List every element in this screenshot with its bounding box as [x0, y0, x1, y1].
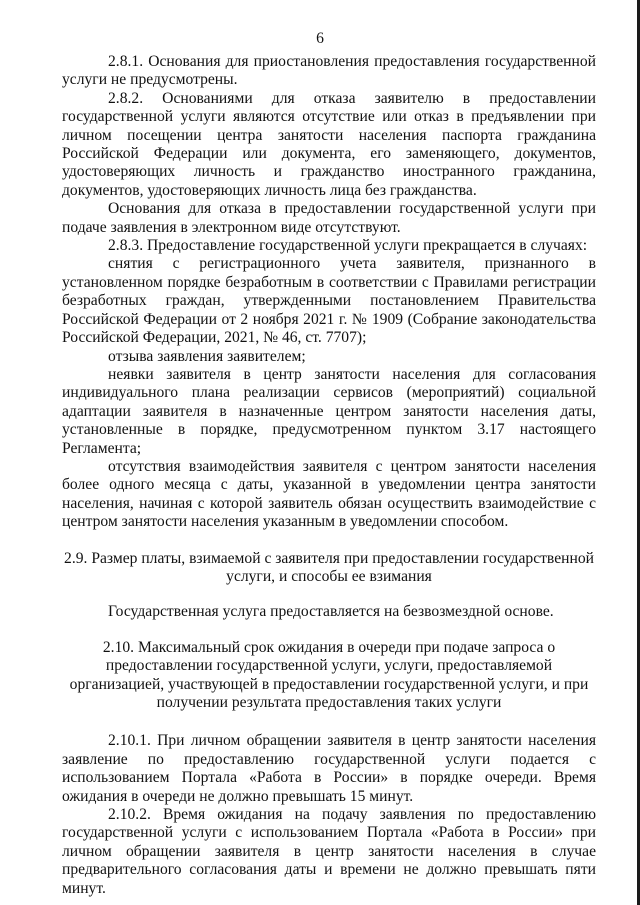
spacer [62, 622, 596, 639]
spacer [62, 712, 596, 732]
spacer [62, 586, 596, 603]
section-heading-2-10: 2.10. Максимальный срок ожидания в очереди при подаче запроса о предоставлении государственной услуги, услуги, предоставляемой организацией, участвующей в предоставлении государственной услуги, и при получении результата предоставления таких услуги [69, 638, 589, 711]
paragraph-2-10-1: 2.10.1. При личном обращении заявителя в центр занятости населения заявление по предоставлению государственной услуги подается с использованием Портала «Работа в России» в порядке очереди. Время ожидания в очереди не должно превышать 15 минут. [62, 732, 596, 805]
paragraph-2-8-1: 2.8.1. Основания для приостановления предоставления государственной услуги не предусмотрены. [62, 53, 596, 89]
paragraph-2-8-3: 2.8.3. Предоставление государственной услуги прекращается в случаях: [108, 237, 588, 255]
paragraph-2-8-2: 2.8.2. Основаниями для отказа заявителю в предоставлении государственной услуги являются отсутствие или отказ в предъявлении при личном посещении центра занятости населения паспорта гражданина Российской Федерации или документа, его заменяющего, документов, удостоверяющих личность и гражданство иностранного гражданина, документов, удостоверяющих личность лица без гражданства. [62, 89, 596, 199]
paragraph-2-10-2: 2.10.2. Время ожидания на подачу заявления по предоставлению государственной услуги с использованием Портала «Работа в России» при личном обращении заявителя в центр занятости населения в случае предварительного согласования даты и времени не должно превышать пяти минут. [62, 806, 596, 897]
paragraph-2-8-2-electronic: Основания для отказа в предоставлении государственной услуги при подаче заявления в электронном виде отсутствуют. [62, 200, 596, 236]
paragraph-2-9: Государственная услуга предоставляется на безвозмездной основе. [108, 603, 554, 621]
document-body [62, 53, 596, 898]
paragraph-2-8-3-no-show: неявки заявителя в центр занятости населения для согласования индивидуального плана реализации сервисов (мероприятий) социальной адаптации заявителя в назначенные центром занятости населения даты, установленные в порядке, предусмотренном пунктом 3.17 настоящего Регламента; [62, 365, 596, 457]
paragraph-2-8-3-withdrawal: отзыва заявления заявителем; [108, 347, 306, 365]
paragraph-2-8-3-deregistration: снятия с регистрационного учета заявителя, признанного в установленном порядке безработным в соответствии с Правилами регистрации безработных граждан, утвержденными постановлением Правительства Российской Федерации от 2 ноября 2021 г. № 1909 (Собрание законодательства Российской Федерации, 2021, № 46, ст. 7707); [62, 255, 596, 347]
paragraph-2-8-3-no-interaction: отсутствия взаимодействия заявителя с центром занятости населения более одного месяца с даты, указанной в уведомлении центра занятости населения, начиная с которой заявитель обязан осуществить взаимодействие с центром занятости населения указанным в уведомлении способом. [62, 457, 596, 531]
spacer [62, 532, 596, 550]
section-heading-2-9: 2.9. Размер платы, взимаемой с заявителя при предоставлении государственной услуги, и способы ее взимания [64, 549, 594, 585]
page-number: 6 [316, 30, 324, 47]
